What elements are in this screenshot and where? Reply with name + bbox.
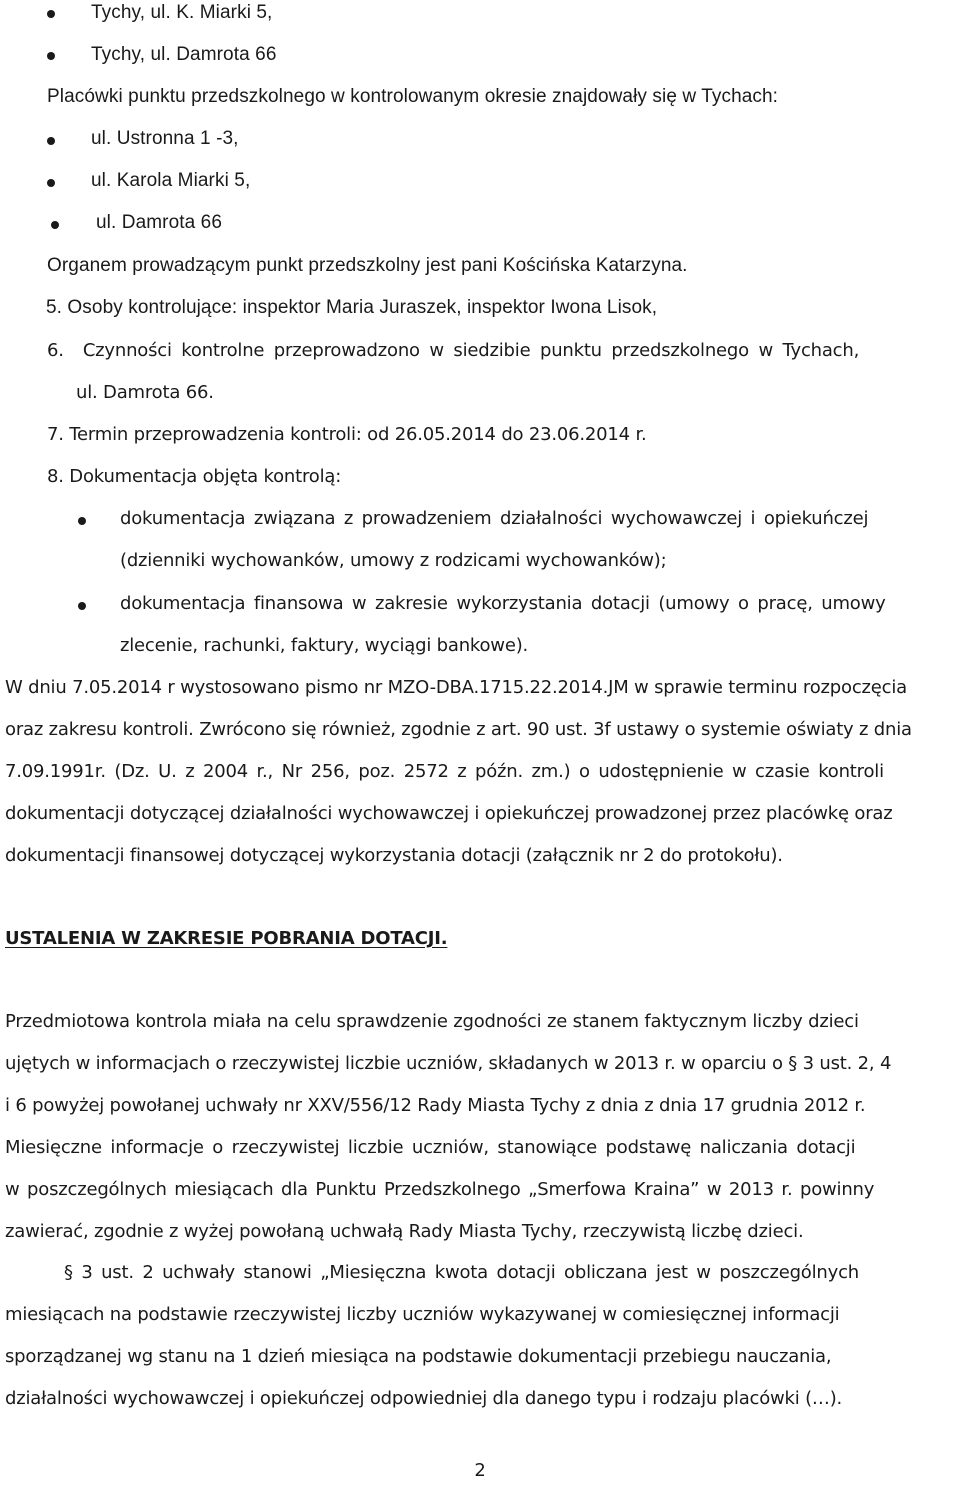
letter-line-3: 7.09.1991r. (Dz. U. z 2004 r., Nr 256, poz. 2572 z późn. zm.) o udostępnienie w czasie kontroli — [5, 761, 884, 782]
list-item: Tychy, ul. K. Miarki 5, — [91, 2, 273, 23]
bullet-icon — [47, 10, 55, 18]
list-item: ul. Ustronna 1 -3, — [91, 128, 239, 149]
quote-line-4: działalności wychowawczej i opiekuńczej odpowiedniej dla danego typu i rodzaju placówki (…). — [5, 1388, 843, 1409]
findings-line-4: Miesięczne informacje o rzeczywistej liczbie uczniów, stanowiące podstawę naliczania dotacji — [5, 1137, 856, 1158]
organ-statement: Organem prowadzącym punkt przedszkolny jest pani Kościńska Katarzyna. — [47, 255, 688, 276]
letter-line-1: W dniu 7.05.2014 r wystosowano pismo nr MZO-DBA.1715.22.2014.JM w sprawie terminu rozpoczęcia — [5, 677, 907, 698]
point-7: 7. Termin przeprowadzenia kontroli: od 26.05.2014 do 23.06.2014 r. — [47, 424, 647, 445]
doc-item-1-line2: (dzienniki wychowanków, umowy z rodzicami wychowanków); — [120, 550, 667, 571]
findings-line-2: ujętych w informacjach o rzeczywistej liczbie uczniów, składanych w 2013 r. w oparciu o § 3 ust. 2, 4 — [5, 1053, 892, 1074]
findings-line-1: Przedmiotowa kontrola miała na celu sprawdzenie zgodności ze stanem faktycznym liczby dzieci — [5, 1011, 859, 1032]
point-8: 8. Dokumentacja objęta kontrolą: — [47, 466, 342, 487]
findings-line-6: zawierać, zgodnie z wyżej powołaną uchwałą Rady Miasta Tychy, rzeczywistą liczbę dzieci. — [5, 1221, 804, 1242]
list-item: ul. Damrota 66 — [96, 212, 223, 233]
point-6 — [47, 340, 958, 361]
letter-line-2: oraz zakresu kontroli. Zwrócono się również, zgodnie z art. 90 ust. 3f ustawy o systemie oświaty z dnia — [5, 719, 912, 740]
findings-line-5: w poszczególnych miesiącach dla Punktu Przedszkolnego „Smerfowa Kraina” w 2013 r. powinny — [5, 1179, 875, 1200]
point-6-line2: ul. Damrota 66. — [76, 382, 214, 403]
placowki-intro: Placówki punktu przedszkolnego w kontrolowanym okresie znajdowały się w Tychach: — [47, 86, 779, 107]
point-6-line1: 6. Czynności kontrolne przeprowadzono w siedzibie punktu przedszkolnego w Tychach, — [47, 340, 860, 361]
bullet-icon — [78, 602, 86, 610]
bullet-icon — [47, 52, 55, 60]
quote-line-2: miesiącach na podstawie rzeczywistej liczby uczniów wykazywanej w comiesięcznej informacji — [5, 1304, 840, 1325]
quote-line-1: § 3 ust. 2 uchwały stanowi „Miesięczna kwota dotacji obliczana jest w poszczególnych — [64, 1262, 859, 1283]
point-5: 5. Osoby kontrolujące: inspektor Maria Juraszek, inspektor Iwona Lisok, — [46, 297, 658, 318]
quote-line-3: sporządzanej wg stanu na 1 dzień miesiąca na podstawie dokumentacji przebiegu nauczania, — [5, 1346, 832, 1367]
bullet-icon — [47, 179, 55, 187]
page-number: 2 — [474, 1460, 486, 1481]
letter-line-5: dokumentacji finansowej dotyczącej wykorzystania dotacji (załącznik nr 2 do protokołu). — [5, 845, 783, 866]
bullet-icon — [51, 221, 59, 229]
list-item: Tychy, ul. Damrota 66 — [91, 44, 277, 65]
list-item: ul. Karola Miarki 5, — [91, 170, 251, 191]
bullet-icon — [47, 137, 55, 145]
doc-item-1-line1: dokumentacja związana z prowadzeniem działalności wychowawczej i opiekuńczej — [120, 508, 869, 529]
doc-item-2-line2: zlecenie, rachunki, faktury, wyciągi bankowe). — [120, 635, 529, 656]
section-heading: USTALENIA W ZAKRESIE POBRANIA DOTACJI. — [5, 928, 448, 949]
bullet-icon — [78, 517, 86, 525]
letter-line-4: dokumentacji dotyczącej działalności wychowawczej i opiekuńczej prowadzonej przez placówkę oraz — [5, 803, 893, 824]
doc-item-2-line1: dokumentacja finansowa w zakresie wykorzystania dotacji (umowy o pracę, umowy — [120, 593, 886, 614]
findings-line-3: i 6 powyżej powołanej uchwały nr XXV/556/12 Rady Miasta Tychy z dnia z dnia 17 grudnia 2012 r. — [5, 1095, 866, 1116]
